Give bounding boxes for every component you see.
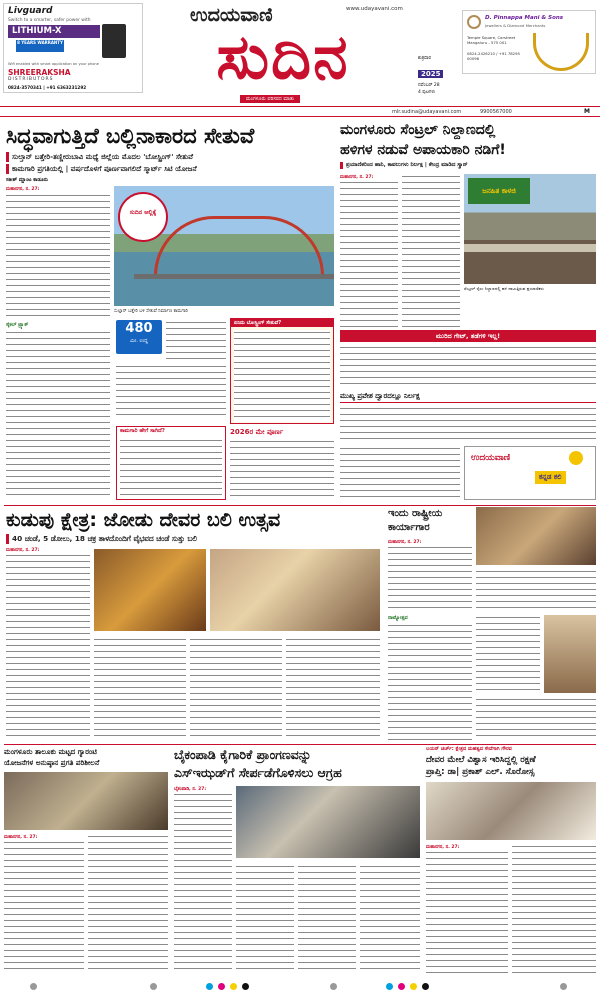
stat-value: 480 bbox=[125, 321, 153, 336]
battery-icon bbox=[102, 24, 126, 58]
story-baikampady-body-2 bbox=[236, 864, 294, 974]
story-bridge-dateline: ಮಹಾನಗರ, ನ. 27: bbox=[6, 187, 40, 192]
ad-right-sub: Jewellers & Diamond Merchants bbox=[485, 23, 546, 28]
box-main-entrance-body bbox=[340, 406, 596, 444]
story-railway-sub: ಪ್ರಯಾಣಿಕರಿಂದ ಹಾನಿ, ಕಾವಲುಗಳು ನಿರ್ಲಕ್ಷ | ಕೇಂದ್ರ ಮಾಡಿದ ಸ್ಕ್ರಾನ್ bbox=[340, 162, 596, 169]
reg-dot-2 bbox=[150, 983, 157, 990]
bridge-deck bbox=[134, 274, 334, 279]
box-what-is-bowstring bbox=[230, 318, 334, 424]
story-church-kicker: ಲಯನ್ ಚರ್ಚ್: ಕ್ಷೇತ್ರದ ಮಹತ್ವದ ಸೇವೆಗಾಗಿ ಗೌರವ bbox=[426, 746, 512, 752]
box-how-body bbox=[120, 438, 222, 498]
story-bridge-body-col1b bbox=[6, 330, 110, 500]
baikampady-photo[interactable] bbox=[236, 786, 420, 858]
story-kudupu-dateline: ಮಹಾನಗರ, ನ. 27: bbox=[6, 548, 40, 553]
ad-right-brand: D. Pinnappa Mani & Sons bbox=[485, 15, 564, 21]
story-bridge-aside-heading: ಸೈಕಲ್ ಟ್ರ್ಯಾಕ್ bbox=[6, 322, 29, 328]
reg-dot-yellow bbox=[230, 983, 237, 990]
ad-left-dealer: SHREERAKSHA bbox=[8, 68, 71, 77]
story-kudupu-body-col4 bbox=[286, 637, 380, 741]
promo-lamp-icon bbox=[569, 451, 583, 465]
masthead-area bbox=[0, 0, 600, 118]
story-church-dateline: ಮಹಾನಗರ, ನ. 27: bbox=[426, 845, 460, 850]
reg-dot-magenta-2 bbox=[398, 983, 405, 990]
kudupu-photo-2[interactable] bbox=[210, 549, 380, 631]
story-bridge-sub2: ಕಾಮಗಾರಿ ಪ್ರಗತಿಯಲ್ಲಿ | ವರ್ಷದೊಳಗೆ ಪೂರ್ಣವಾಗಲಿದೆ ಸ್ಮಾರ್ಟ್ ಸಿಟಿ ಯೋಜನೆ bbox=[6, 164, 334, 174]
reg-dot-cyan bbox=[206, 983, 213, 990]
ring-icon bbox=[467, 15, 481, 29]
ad-left-dealer-sub: DISTRIBUTORS bbox=[8, 77, 54, 82]
story-kudupu-body-col1 bbox=[6, 553, 90, 741]
date-day: ಶುಕ್ರವಾರ bbox=[418, 56, 431, 61]
reg-dot-1 bbox=[30, 983, 37, 990]
story-church bbox=[426, 746, 596, 976]
story-workshop-dateline: ಮಹಾನಗರ, ನ. 27: bbox=[388, 540, 422, 545]
ad-right[interactable] bbox=[462, 10, 596, 74]
stat-badge bbox=[116, 320, 162, 354]
story-baikampady-dateline: ಬೈಕಂಪಾಡಿ, ನ. 27: bbox=[174, 787, 207, 792]
box-broken-gate bbox=[340, 330, 596, 342]
box-what-is-body bbox=[234, 330, 330, 422]
box-2026-body bbox=[230, 439, 334, 501]
church-photo[interactable] bbox=[426, 782, 596, 840]
reg-dot-4 bbox=[560, 983, 567, 990]
reg-dot-black bbox=[242, 983, 249, 990]
box-what-is-heading: ಏನಿದು ಬೋಸ್ಟ್ರಿಂಗ್ ಸೇತುವೆ? bbox=[231, 319, 333, 327]
ad-right-phones: 0824-2426210 / +91 78295 00096 bbox=[467, 51, 520, 61]
story-baikampady-headline-2: ಎಸ್ಇಝಡ್‌ಗೆ ಸೇರ್ಪಡೆಗೊಳಿಸಲು ಆಗ್ರಹ bbox=[174, 765, 342, 780]
story-bridge-headline: ಸಿದ್ಧವಾಗುತ್ತಿದೆ ಬಲ್ಲಿನಾಕಾರದ ಸೇತುವೆ bbox=[6, 124, 255, 148]
masthead-title: ಸುದಿನ bbox=[216, 20, 350, 93]
workshop-photo-1[interactable] bbox=[476, 507, 596, 565]
story-church-headline-2: ದೇವರ ಮೇಲೆ ವಿಶ್ವಾಸ ಇರಿಸಿದ್ದಲ್ಲಿ ರಕ್ಷಣೆ bbox=[426, 755, 536, 765]
masthead-small-title: ಉದಯವಾಣಿ bbox=[190, 4, 273, 26]
reg-dot-black-2 bbox=[422, 983, 429, 990]
story-kudupu bbox=[4, 507, 382, 743]
story-guarantee-body-1 bbox=[4, 840, 84, 974]
reg-dot-yellow-2 bbox=[410, 983, 417, 990]
story-railway-tag: ಜನಹಿತ ಕಾಳಜಿ bbox=[468, 178, 530, 204]
ad-left-wifi-note: Wifi enabled with smart application on your phone bbox=[8, 62, 99, 66]
reg-dot-3 bbox=[330, 983, 337, 990]
railway-platform bbox=[464, 244, 596, 252]
story-bridge-body-col1 bbox=[6, 193, 110, 319]
bridge-photo-caption: ಸುಲ್ತಾನ್ ಬತ್ತೇರಿ ಬಳಿ ಸೇತುವೆ ನಿರ್ಮಾಣ ಕಾಮಗಾರಿ bbox=[114, 309, 188, 314]
story-workshop-body-1 bbox=[388, 545, 472, 611]
divider-1 bbox=[4, 505, 596, 506]
story-railway-body-col2 bbox=[402, 174, 460, 328]
promo-text: ಕನ್ನಡ ಕಲಿ bbox=[535, 471, 566, 484]
box-broken-gate-body bbox=[340, 345, 596, 389]
railway-photo-caption: ಸೆಂಟ್ರಲ್ ರೈಲು ನಿಲ್ದಾಣದಲ್ಲಿ ಹಳಿ ದಾಟುತ್ತಿರುವ ಪ್ರಯಾಣಿಕರು bbox=[464, 286, 544, 291]
story-baikampady-body-3 bbox=[298, 864, 356, 974]
kudupu-photo-1[interactable] bbox=[94, 549, 206, 631]
story-guarantee bbox=[4, 746, 168, 976]
story-guarantee-headline-1: ಮಂಗಳೂರು ತಾಲೂಕು ಮಟ್ಟದ ಗ್ಯಾರಂಟಿ bbox=[4, 747, 97, 756]
print-registration-strip bbox=[0, 980, 600, 992]
reg-dot-cyan-2 bbox=[386, 983, 393, 990]
ad-left[interactable] bbox=[3, 3, 143, 93]
story-workshop-body-5 bbox=[476, 697, 596, 741]
story-railway bbox=[340, 120, 596, 504]
reg-dot-magenta bbox=[218, 983, 225, 990]
box-broken-gate-heading: ಮುರಿದ ಗೇಟ್, ತಡೆಗಳಿ ಇಲ್ಲ! bbox=[435, 332, 501, 340]
masthead-email[interactable]: mlr.sudina@udayavani.com bbox=[392, 109, 462, 115]
story-workshop-body-2 bbox=[476, 569, 596, 611]
ad-left-tagline: Switch to a smarter, safer power with bbox=[8, 18, 91, 23]
story-baikampady-body-4 bbox=[360, 864, 420, 974]
date-text: ನವೆಂಬರ್ 28 bbox=[418, 83, 440, 88]
story-workshop-headline-2: ಕಾರ್ಯಾಗಾರ bbox=[388, 522, 430, 533]
story-baikampady-body-1 bbox=[174, 792, 232, 974]
story-kudupu-body-col2 bbox=[94, 637, 186, 741]
masthead-phone[interactable]: 9900567000 bbox=[480, 109, 512, 115]
divider-2 bbox=[4, 744, 596, 745]
necklace-icon bbox=[533, 33, 589, 71]
story-bridge-byline: ಸತೀಶ್ ಮ್ಹಾಂಟ ಕಾಡೂರು bbox=[6, 177, 48, 183]
box-how-progressed bbox=[116, 426, 226, 500]
story-kudupu-headline: ಕುಡುಪು ಕ್ಷೇತ್ರ: ಜೋಡು ದೇವರ ಬಲಿ ಉತ್ಸವ bbox=[6, 509, 281, 531]
box-2026-heading: 2026ರ ಮೇ ಪೂರ್ಣ bbox=[230, 428, 284, 436]
story-church-body-1 bbox=[426, 850, 508, 974]
story-kudupu-sub: 40 ಚಂಡೆ, 5 ಡೋಲು, 18 ಚಕ್ರ ತಾಳದೊಂದಿಗೆ ವೈಭವದ ಚಂಡೆ ಸುತ್ತು ಬಲಿ bbox=[6, 534, 382, 544]
masthead-strip bbox=[0, 106, 600, 117]
story-bridge-body-col2 bbox=[116, 364, 226, 420]
date-year: 2025 bbox=[418, 70, 443, 78]
story-workshop-body-3 bbox=[388, 623, 472, 741]
story-railway-headline-1: ಮಂಗಳೂರು ಸೆಂಟ್ರಲ್ ನಿಲ್ದಾಣದಲ್ಲಿ bbox=[340, 122, 496, 138]
story-guarantee-headline-2: ಯೋಜನೆಗಳ ಅನುಷ್ಠಾನ ಪ್ರಗತಿ ಪರಿಶೀಲನೆ bbox=[4, 758, 100, 767]
ad-left-product: LITHIUM-X bbox=[8, 25, 100, 38]
box-2026 bbox=[230, 428, 334, 500]
story-guarantee-body-2 bbox=[88, 834, 168, 974]
bridge-arch bbox=[154, 216, 324, 276]
story-guarantee-dateline: ಮಹಾನಗರ, ನ. 27: bbox=[4, 835, 38, 840]
story-workshop-section: ನಾಟ್ಯೋತ್ಸವ bbox=[388, 615, 408, 621]
masthead-tagline: ಮಂಗಳೂರು ಪರಿಸರದ ಮಾತು bbox=[240, 95, 300, 103]
ad-left-warranty: 8 YEARS WARRANTY bbox=[16, 40, 64, 52]
promo-brand: ಉದಯವಾಣಿ bbox=[471, 453, 511, 463]
bridge-photo[interactable] bbox=[114, 186, 334, 306]
ad-left-brand: Livguard bbox=[8, 6, 53, 16]
story-railway-headline-2: ಹಳಿಗಳ ನಡುವೆ ಅಪಾಯಕಾರಿ ನಡಿಗೆ! bbox=[340, 142, 506, 158]
ad-right-address: Temple Square, Carstreet Mangaluru - 575 001 bbox=[467, 35, 516, 45]
story-railway-body-col3 bbox=[340, 446, 460, 502]
story-railway-dateline: ಮಹಾನಗರ, ನ. 27: bbox=[340, 175, 374, 180]
story-bridge-sub1: ಸುಲ್ತಾನ್ ಬತ್ತೇರಿ-ತಣ್ಣೀರುಬಾವಿ ಮಧ್ಯೆ ಜಿಲ್ಲೆಯ ಮೊದಲ 'ಬೋಸ್ಟ್ರಿಂಗ್' ಸೇತುವೆ bbox=[6, 152, 334, 162]
date-pages: 4 ಪುಟಗಳು bbox=[418, 90, 436, 95]
story-baikampady bbox=[174, 746, 420, 976]
masthead-edition: M bbox=[584, 108, 590, 115]
story-workshop-body-4 bbox=[476, 615, 540, 693]
promo-box[interactable] bbox=[464, 446, 596, 500]
railway-photo[interactable] bbox=[464, 174, 596, 284]
guarantee-photo[interactable] bbox=[4, 772, 168, 830]
stat-bullets bbox=[166, 320, 226, 360]
story-railway-body-col1 bbox=[340, 180, 398, 328]
box-how-heading: ಕಾಮಗಾರಿ ಹೇಗೆ ಸಾಗಿದೆ? bbox=[120, 428, 165, 434]
ad-left-phone: 0824-3570341 | +91 6363231292 bbox=[8, 85, 87, 90]
stat-unit: ಮೀ. ಉದ್ದ bbox=[130, 338, 148, 344]
masthead-website[interactable]: www.udayavani.com bbox=[346, 6, 403, 12]
story-workshop-headline-1: ಇಂದು ರಾಷ್ಟ್ರೀಯ bbox=[388, 508, 443, 519]
story-workshop bbox=[388, 507, 596, 743]
date-block bbox=[418, 55, 460, 95]
workshop-photo-2[interactable] bbox=[544, 615, 596, 693]
story-baikampady-headline-1: ಬೈಕಂಪಾಡಿ ಕೈಗಾರಿಕೆ ಪ್ರಾಂಗಣವನ್ನು bbox=[174, 747, 312, 762]
story-kudupu-body-col3 bbox=[190, 637, 282, 741]
story-church-body-2 bbox=[512, 844, 596, 974]
story-bridge bbox=[4, 120, 334, 504]
story-church-headline-3: ಪ್ರಾಪ್ತಿ: ಡಾ| ಪ್ರಕಾಶ್ ಎಲ್. ಸೊರೋಸ್ಸ bbox=[426, 767, 535, 777]
box-main-entrance-heading: ಮುಖ್ಯ ಪ್ರವೇಶ ದ್ವಾರದಲ್ಲೂ ನಿರ್ಲಕ್ಷ bbox=[340, 392, 596, 403]
story-bridge-section-tag: ಸುದಿನ ಅಲ್ಲಿಕ್ಕೆ bbox=[118, 192, 168, 242]
